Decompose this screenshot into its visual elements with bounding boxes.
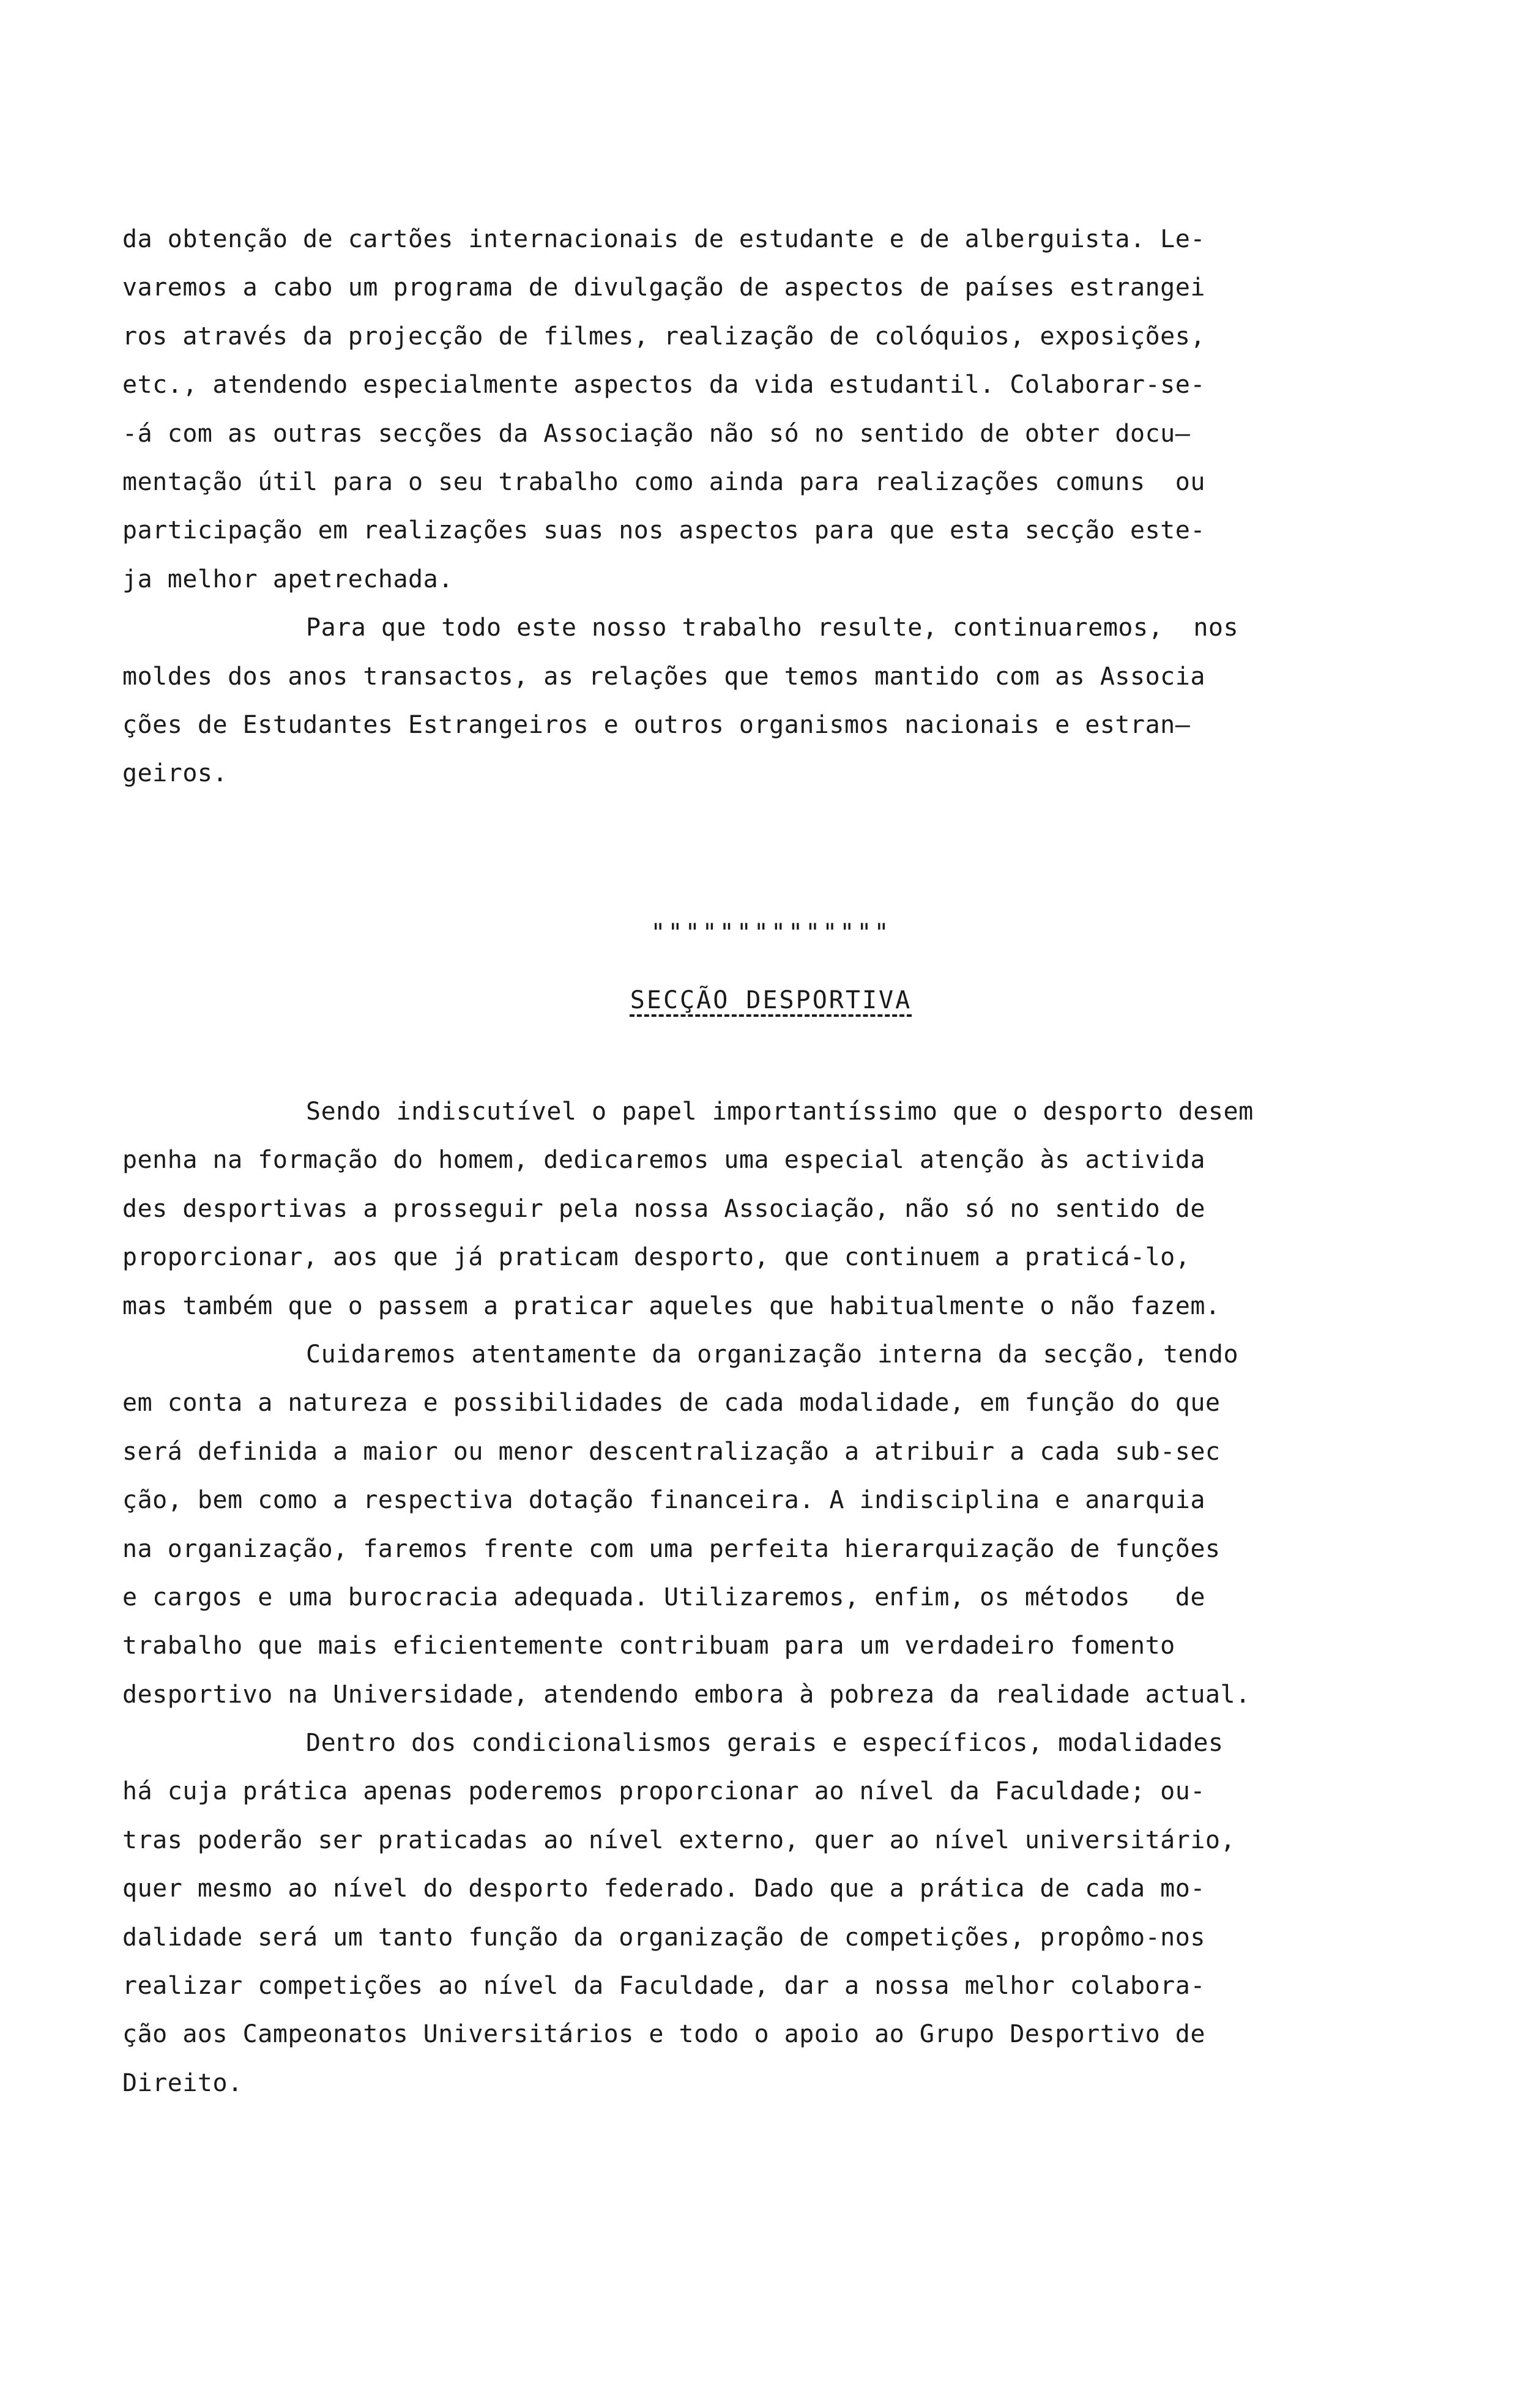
text-line: desportivo na Universidade, atendendo embora à pobreza da realidade actual.	[122, 1680, 1251, 1709]
text-line: Para que todo este nosso trabalho resulte, continuaremos, nos	[306, 614, 1239, 642]
text-line: -á com as outras secções da Associação não só no sentido de obter docu—	[122, 419, 1191, 448]
text-line: participação em realizações suas nos aspectos para que esta secção este-	[122, 516, 1205, 545]
text-line: varemos a cabo um programa de divulgação de aspectos de países estrangei	[122, 273, 1205, 302]
text-line: geiros.	[122, 759, 228, 788]
text-line: quer mesmo ao nível do desporto federado. Dado que a prática de cada mo-	[122, 1875, 1205, 1903]
text-line: ja melhor apetrechada.	[122, 565, 453, 593]
text-line: trabalho que mais eficientemente contribuam para um verdadeiro fomento	[122, 1632, 1175, 1660]
text-line: tras poderão ser praticadas ao nível externo, quer ao nível universitário,	[122, 1826, 1236, 1854]
text-line: ros através da projecção de filmes, realização de colóquios, exposições,	[122, 322, 1205, 351]
text-line: proporcionar, aos que já praticam desporto, que continuem a praticá-lo,	[122, 1243, 1191, 1272]
text-line: há cuja prática apenas poderemos proporcionar ao nível da Faculdade; ou-	[122, 1777, 1205, 1806]
text-line: des desportivas a prosseguir pela nossa Associação, não só no sentido de	[122, 1194, 1205, 1223]
text-line: Sendo indiscutível o papel importantíssimo que o desporto desem	[306, 1098, 1254, 1126]
text-line: Cuidaremos atentamente da organização interna da secção, tendo	[306, 1340, 1239, 1369]
text-block-top	[122, 215, 1432, 798]
text-line: dalidade será um tanto função da organização de competições, propômo-nos	[122, 1923, 1205, 1952]
text-line: ção aos Campeonatos Universitários e todo o apoio ao Grupo Desportivo de	[122, 2020, 1205, 2049]
text-line: mentação útil para o seu trabalho como ainda para realizações comuns ou	[122, 467, 1205, 496]
text-line: penha na formação do homem, dedicaremos uma especial atenção às activida	[122, 1146, 1205, 1175]
text-line: ção, bem como a respectiva dotação financeira. A indisciplina e anarquia	[122, 1486, 1205, 1515]
section-separator-marks: """"""""""""""	[650, 919, 891, 947]
text-line: da obtenção de cartões internacionais de estudante e de alberguista. Le-	[122, 225, 1205, 253]
section-title: SECÇÃO DESPORTIVA	[630, 986, 912, 1014]
text-line: e cargos e uma burocracia adequada. Utilizaremos, enfim, os métodos de	[122, 1583, 1205, 1611]
text-line: na organização, faremos frente com uma perfeita hierarquização de funções	[122, 1534, 1221, 1563]
text-line: em conta a natureza e possibilidades de cada modalidade, em função do que	[122, 1389, 1221, 1418]
text-line: será definida a maior ou menor descentralização a atribuir a cada sub-sec	[122, 1437, 1221, 1466]
text-block-bottom	[122, 1088, 1432, 2108]
text-line: ções de Estudantes Estrangeiros e outros organismos nacionais e estran—	[122, 710, 1191, 739]
text-line: Direito.	[122, 2068, 243, 2097]
text-line: realizar competições ao nível da Faculdade, dar a nossa melhor colabora-	[122, 1972, 1205, 2001]
text-line: moldes dos anos transactos, as relações que temos mantido com as Associa	[122, 662, 1205, 691]
text-line: mas também que o passem a praticar aqueles que habitualmente o não fazem.	[122, 1291, 1221, 1320]
text-line: etc., atendendo especialmente aspectos da vida estudantil. Colaborar-se-	[122, 371, 1205, 399]
text-line: Dentro dos condicionalismos gerais e específicos, modalidades	[306, 1729, 1224, 1758]
